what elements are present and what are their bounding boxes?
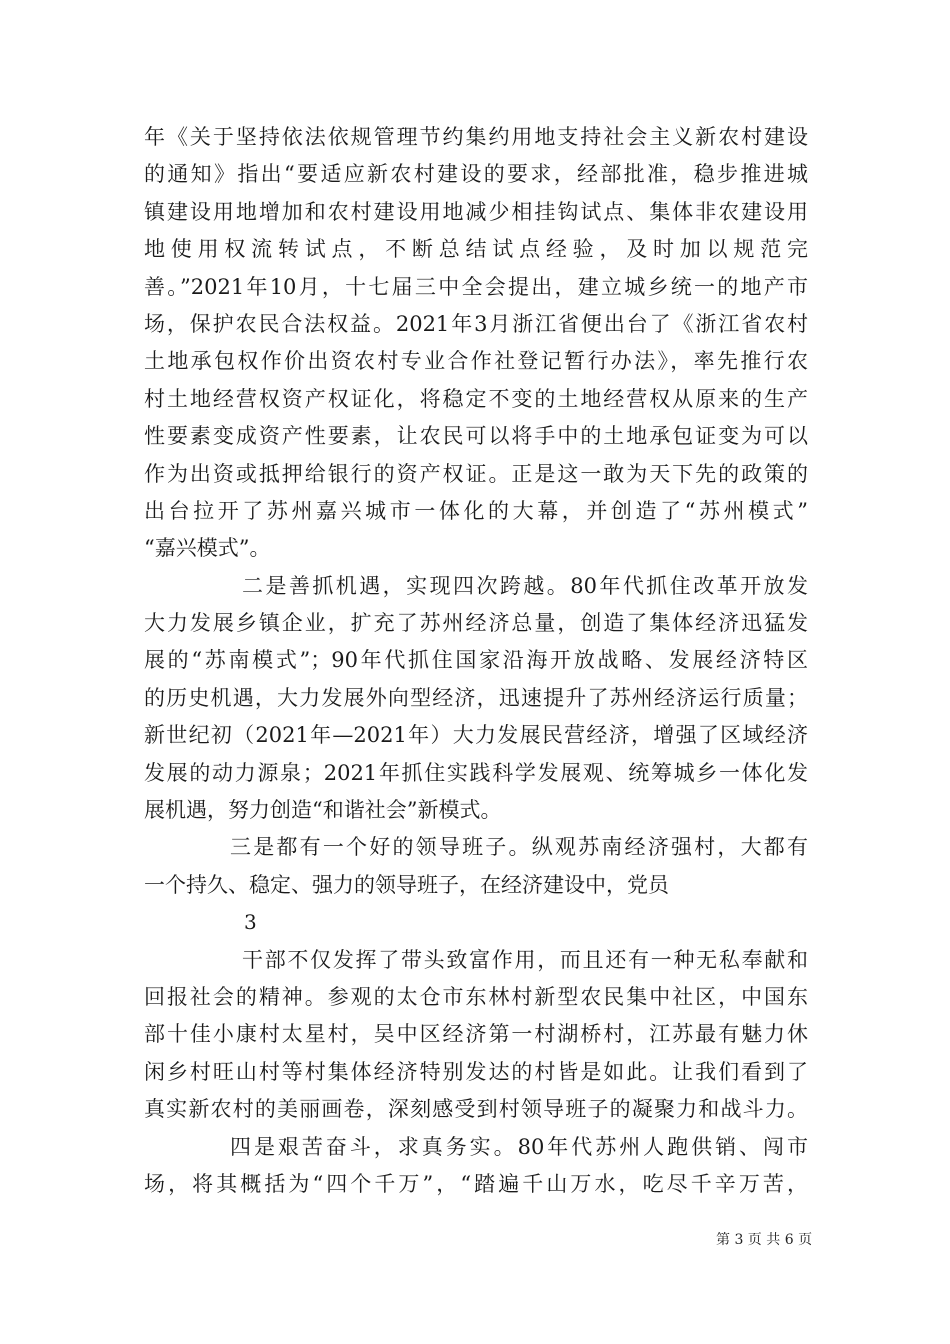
text-line: 场，保护农民合法权益。2021年3月浙江省便出台了《浙江省农村 — [144, 311, 808, 336]
page-footer: 第 3 页 共 6 页 — [716, 1232, 813, 1248]
text-line: “嘉兴模式”。 — [144, 536, 271, 561]
text-line: 发展的动力源泉；2021年抓住实践科学发展观、统筹城乡一体化发 — [144, 760, 808, 785]
text-line: 闲乡村旺山村等村集体经济特别发达的村皆是如此。让我们看到了 — [144, 1059, 808, 1084]
text-line: 真实新农村的美丽画卷，深刻感受到村领导班子的凝聚力和战斗力。 — [144, 1097, 808, 1122]
paragraph-start-line: 干部不仅发挥了带头致富作用，而且还有一种无私奉献和 — [242, 947, 808, 972]
text-line: 出台拉开了苏州嘉兴城市一体化的大幕，并创造了“苏州模式” — [144, 498, 808, 523]
text-line: 的通知》指出“要适应新农村建设的要求，经部批准，稳步推进城 — [144, 162, 808, 187]
text-line: 土地承包权作价出资农村专业合作社登记暂行办法》，率先推行农 — [144, 349, 808, 374]
text-line: 的历史机遇，大力发展外向型经济，迅速提升了苏州经济运行质量； — [144, 685, 808, 710]
inline-page-number: 3 — [244, 910, 257, 935]
text-line: 展机遇，努力创造“和谐社会”新模式。 — [144, 798, 502, 823]
text-line: 镇建设用地增加和农村建设用地减少相挂钩试点、集体非农建设用 — [144, 199, 808, 224]
text-line: 回报社会的精神。参观的太仓市东林村新型农民集中社区，中国东 — [144, 984, 808, 1009]
document-body — [144, 119, 808, 1203]
text-line: 展的“苏南模式”；90年代抓住国家沿海开放战略、发展经济特区 — [144, 648, 808, 673]
text-line: 一个持久、稳定、强力的领导班子，在经济建设中，党员 — [144, 872, 669, 897]
text-line: 年《关于坚持依法依规管理节约集约用地支持社会主义新农村建设 — [144, 125, 808, 149]
text-line: 村土地经营权资产权证化，将稳定不变的土地经营权从原来的生产 — [144, 386, 808, 411]
text-line: 作为出资或抵押给银行的资产权证。正是这一敢为天下先的政策的 — [144, 461, 808, 486]
text-line: 善。”2021年10月，十七届三中全会提出，建立城乡统一的地产市 — [144, 274, 808, 299]
text-line: 性要素变成资产性要素，让农民可以将手中的土地承包证变为可以 — [144, 424, 808, 449]
text-line: 地使用权流转试点，不断总结试点经验，及时加以规范完 — [144, 237, 808, 262]
text-line: 部十佳小康村太星村，吴中区经济第一村湖桥村，江苏最有魅力休 — [144, 1022, 808, 1047]
text-line: 大力发展乡镇企业，扩充了苏州经济总量，创造了集体经济迅猛发 — [144, 611, 808, 636]
paragraph-start-line: 三是都有一个好的领导班子。纵观苏南经济强村，大都有 — [230, 835, 808, 860]
text-line: 新世纪初（2021年—2021年）大力发展民营经济，增强了区域经济 — [144, 723, 808, 748]
paragraph-start-line: 二是善抓机遇，实现四次跨越。80年代抓住改革开放发 — [242, 573, 808, 598]
paragraph-start-line: 四是艰苦奋斗，求真务实。80年代苏州人跑供销、闯市 — [230, 1134, 808, 1159]
text-line: 场，将其概括为“四个千万”，“踏遍千山万水，吃尽千辛万苦， — [144, 1171, 808, 1196]
